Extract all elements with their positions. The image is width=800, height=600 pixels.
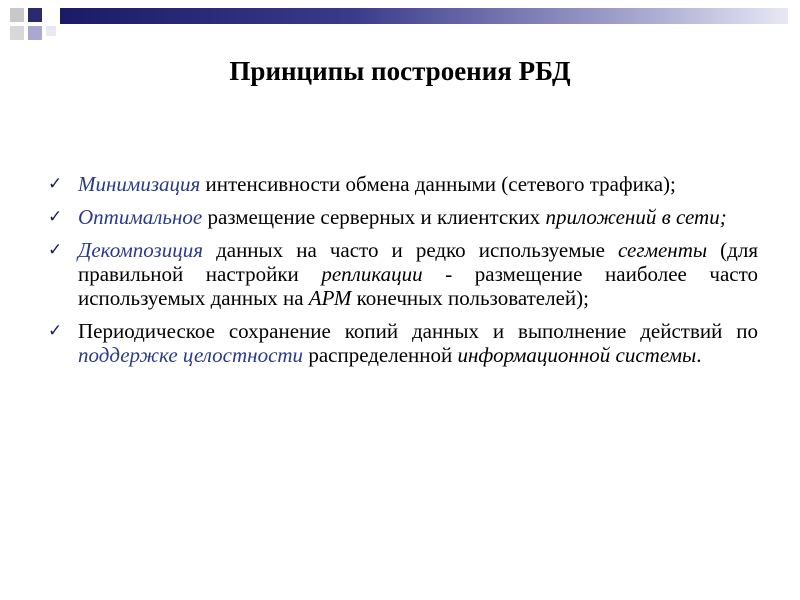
bullet-item: [48, 238, 758, 310]
header-band: [60, 8, 788, 24]
bullet-text: данных на часто и редко используемые: [203, 238, 619, 262]
bullet-text: распределенной: [303, 343, 458, 367]
deco-square-lavender: [28, 26, 42, 40]
checkmark-icon: ✓: [48, 321, 63, 341]
bullet-text: - размещение наиболее часто используемых данных на: [78, 262, 758, 310]
checkmark-icon: ✓: [48, 207, 63, 227]
bullet-item: [48, 319, 758, 367]
bullet-text: репликации: [321, 262, 423, 286]
bullet-keyword: Оптимальное: [78, 205, 203, 229]
deco-square-gray: [10, 8, 24, 22]
bullet-text: размещение серверных и клиентских: [202, 205, 546, 229]
bullet-text: интенсивности обмена данными (сетевого трафика);: [200, 172, 676, 196]
bullet-text: .: [696, 343, 702, 367]
checkmark-icon: ✓: [48, 174, 63, 194]
bullet-text: конечных пользователей);: [351, 286, 589, 310]
deco-square-white: [46, 26, 56, 36]
bullet-keyword: Декомпозиция: [78, 238, 203, 262]
bullet-text: сегменты: [618, 238, 708, 262]
bullet-text: (для правильной настройки: [78, 238, 758, 286]
bullet-item: [48, 205, 758, 229]
deco-square-gray-2: [10, 26, 24, 40]
deco-square-navy: [28, 8, 42, 22]
bullet-text: Периодическое сохранение копий данных и выполнение действий по: [78, 319, 758, 343]
checkmark-icon: ✓: [48, 240, 63, 260]
bullet-text: информационной системы: [457, 343, 697, 367]
bullet-list: [48, 172, 758, 376]
bullet-keyword: поддержке целостности: [78, 343, 304, 367]
bullet-item: [48, 172, 758, 196]
bullet-text: АРМ: [308, 286, 352, 310]
bullet-keyword: Минимизация: [78, 172, 201, 196]
slide-title: Принципы построения РБД: [229, 56, 571, 86]
bullet-text: приложений в сети;: [545, 205, 727, 229]
